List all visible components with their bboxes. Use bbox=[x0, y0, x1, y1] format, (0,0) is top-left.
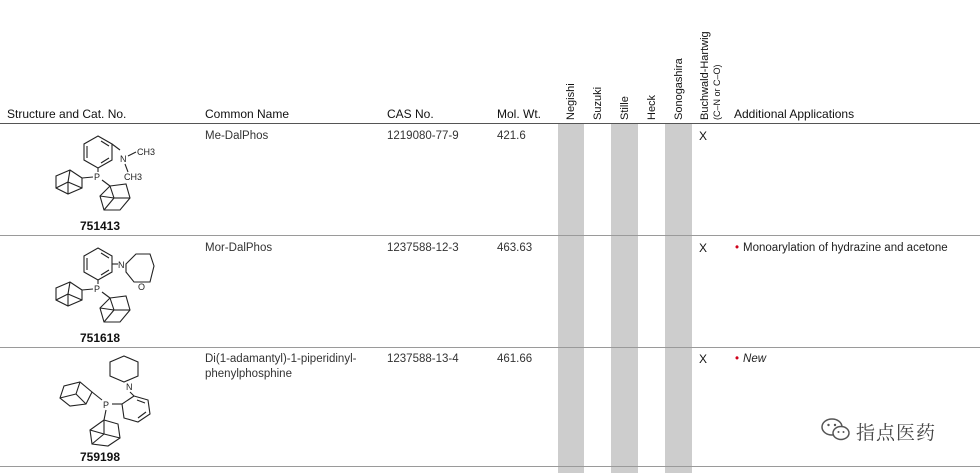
buchwald-mark: X bbox=[699, 352, 708, 366]
header-rule bbox=[0, 123, 980, 124]
header-negishi: Negishi bbox=[565, 83, 577, 120]
cas-number: 1237588-13-4 bbox=[387, 353, 459, 365]
header-sonogashira: Sonogashira bbox=[673, 58, 685, 120]
additional-application bbox=[735, 352, 766, 367]
application-text: New bbox=[743, 353, 767, 365]
nitrogen-label: N bbox=[118, 260, 125, 270]
buchwald-mark: X bbox=[699, 241, 708, 255]
nitrogen-label: N bbox=[120, 154, 127, 164]
benzene-ring bbox=[122, 396, 150, 422]
application-text: Monoarylation of hydrazine and acetone bbox=[743, 242, 948, 254]
common-name: Me-DalPhos bbox=[205, 130, 269, 142]
mol-weight: 461.66 bbox=[497, 353, 533, 365]
structure-piperidinyl-phosphine bbox=[40, 352, 160, 452]
header-buchwald: Buchwald-Hartwig bbox=[699, 31, 711, 120]
header-common-name: Common Name bbox=[205, 107, 290, 121]
header-buchwald-sub: (C–N or C–O) bbox=[712, 64, 722, 120]
watermark bbox=[818, 412, 968, 448]
wechat-icon bbox=[820, 416, 852, 444]
phosphorus-label: P bbox=[94, 284, 101, 294]
header-heck: Heck bbox=[646, 94, 658, 120]
column-shade-sonogashira bbox=[665, 124, 692, 473]
methyl-label-2: CH3 bbox=[124, 172, 143, 182]
bullet-icon: • bbox=[735, 353, 740, 365]
structure-me-dalphos bbox=[40, 128, 160, 218]
watermark-text: 指点医药 bbox=[856, 422, 937, 444]
catalog-number: 751618 bbox=[79, 331, 121, 345]
mol-weight: 463.63 bbox=[497, 242, 533, 254]
header-cas: CAS No. bbox=[387, 107, 434, 121]
catalog-number: 751413 bbox=[79, 219, 121, 233]
structure-mor-dalphos bbox=[40, 240, 160, 330]
common-name: Mor-DalPhos bbox=[205, 242, 273, 254]
additional-application bbox=[735, 241, 948, 256]
row-rule-3 bbox=[0, 466, 980, 467]
common-name-line-2: phenylphosphine bbox=[205, 368, 292, 380]
methyl-label-1: CH3 bbox=[137, 147, 156, 157]
cas-number: 1219080-77-9 bbox=[387, 130, 459, 142]
catalog-number: 759198 bbox=[79, 450, 121, 464]
header-additional: Additional Applications bbox=[734, 107, 855, 121]
bullet-icon: • bbox=[735, 242, 740, 254]
morpholine-ring bbox=[126, 254, 154, 282]
benzene-ring bbox=[84, 248, 112, 280]
oxygen-label: O bbox=[138, 282, 146, 292]
row-rule-1 bbox=[0, 235, 980, 236]
buchwald-mark: X bbox=[699, 129, 708, 143]
column-shade-negishi bbox=[558, 124, 584, 473]
column-shade-stille bbox=[611, 124, 638, 473]
common-name-line-1: Di(1-adamantyl)-1-piperidinyl- bbox=[205, 353, 357, 365]
header-structure: Structure and Cat. No. bbox=[7, 107, 127, 121]
header-stille: Stille bbox=[619, 96, 631, 120]
row-rule-2 bbox=[0, 347, 980, 348]
nitrogen-label: N bbox=[126, 382, 133, 392]
cas-number: 1237588-12-3 bbox=[387, 242, 459, 254]
benzene-ring bbox=[84, 136, 112, 168]
mol-weight: 421.6 bbox=[497, 130, 526, 142]
header-mol-wt: Mol. Wt. bbox=[497, 107, 541, 121]
piperidine-ring bbox=[110, 356, 138, 382]
phosphorus-label: P bbox=[94, 172, 101, 182]
phosphorus-label: P bbox=[103, 400, 110, 410]
header-suzuki: Suzuki bbox=[592, 86, 604, 120]
